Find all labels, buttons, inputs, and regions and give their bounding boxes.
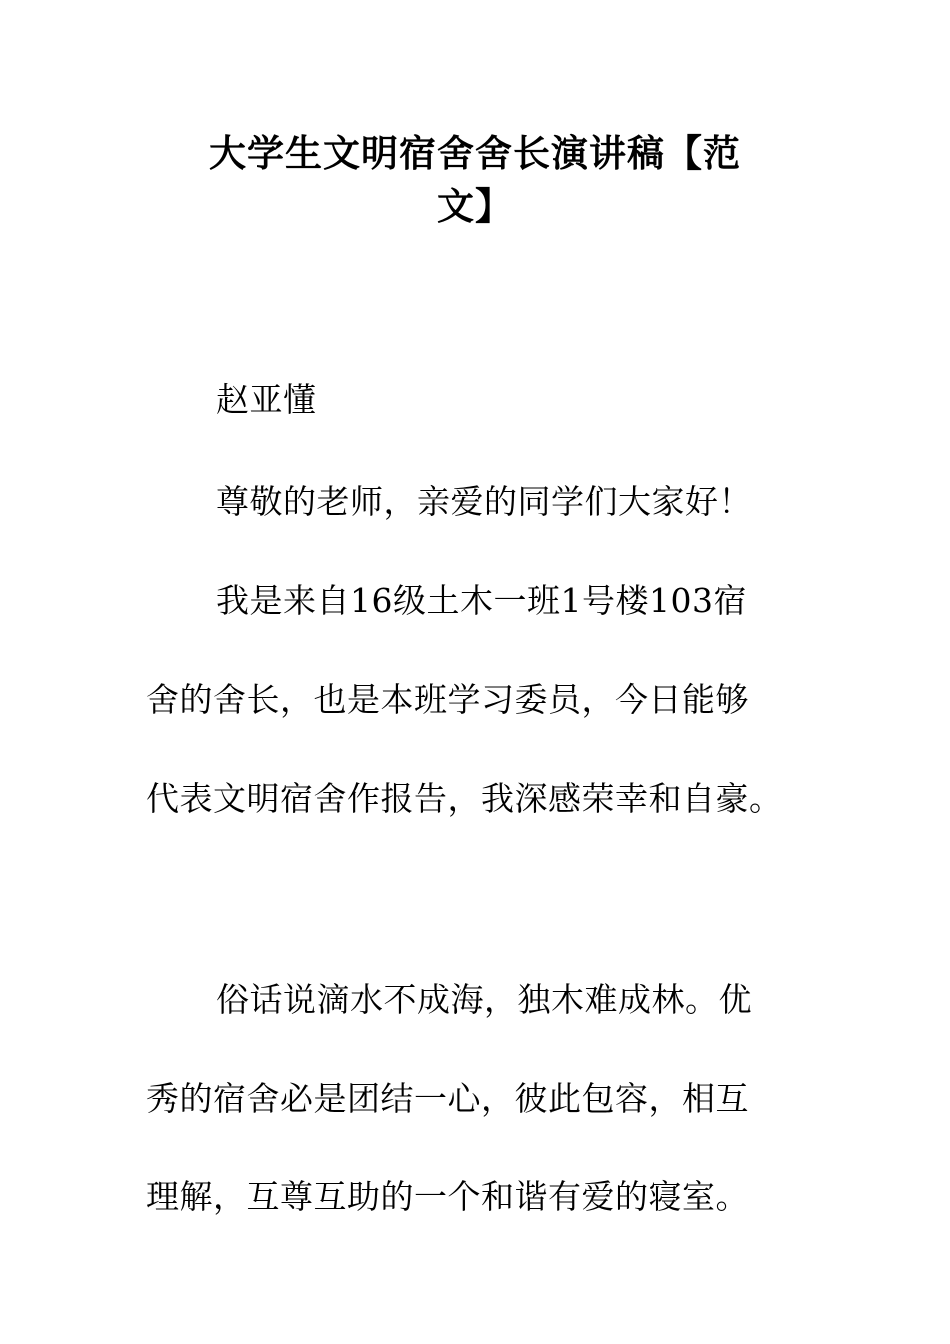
document-title-line-2: 文】	[437, 185, 513, 228]
paragraph-3-line-3: 理解，互尊互助的一个和谐有爱的寝室。	[146, 1177, 749, 1216]
document-title-line-1: 大学生文明宿舍舍长演讲稿【范	[209, 132, 741, 175]
paragraph-2-line-2: 舍的舍长，也是本班学习委员，今日能够	[146, 680, 749, 719]
paragraph-2-line-1: 我是来自16级土木一班1号楼103宿	[216, 581, 747, 620]
greeting-line: 尊敬的老师，亲爱的同学们大家好！	[216, 482, 752, 521]
paragraph-2-line-3: 代表文明宿舍作报告，我深感荣幸和自豪。	[146, 779, 783, 818]
paragraph-3-line-2: 秀的宿舍必是团结一心，彼此包容，相互	[146, 1079, 749, 1118]
paragraph-3-line-1: 俗话说滴水不成海，独木难成林。优	[216, 980, 752, 1019]
author-name: 赵亚懂	[216, 380, 317, 419]
